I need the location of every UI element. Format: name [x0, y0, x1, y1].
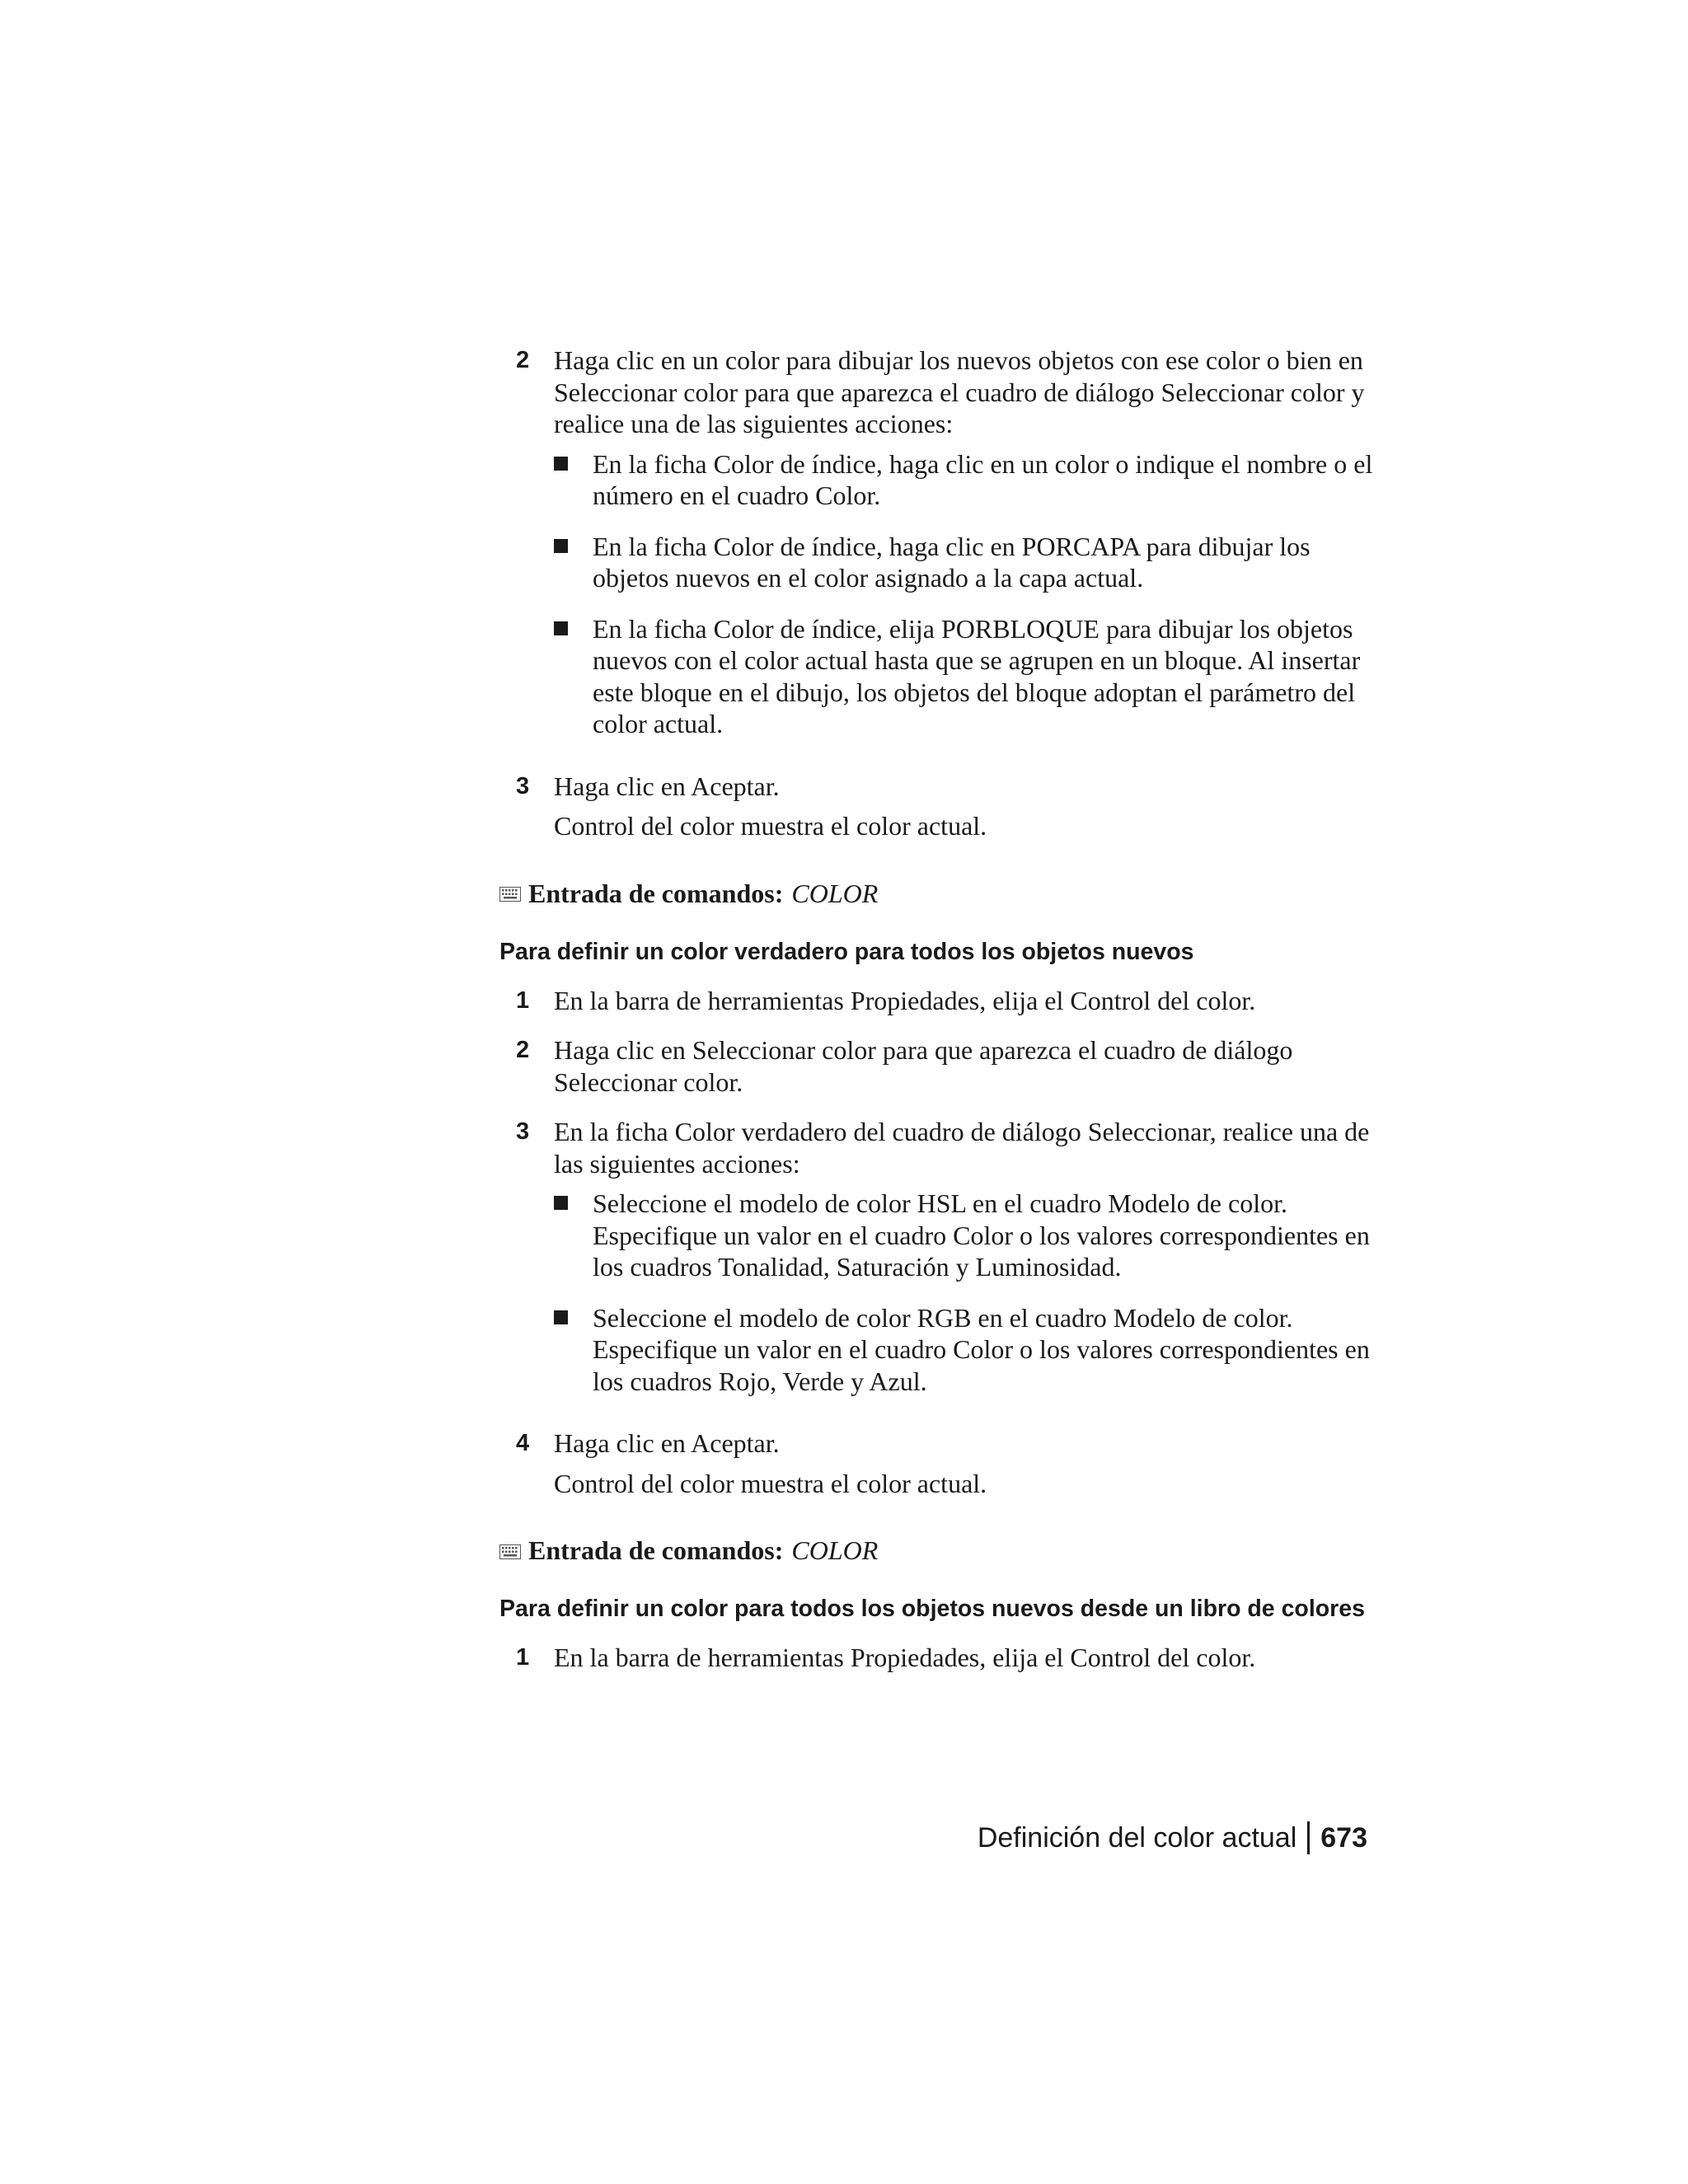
page-number: 673 [1320, 1821, 1367, 1854]
step-result: Control del color muestra el color actual. [554, 1468, 987, 1498]
command-value: COLOR [791, 1535, 879, 1565]
command-entry [499, 1535, 1390, 1566]
step-3 [499, 771, 1390, 842]
command-entry [499, 879, 1390, 909]
step-number: 4 [516, 1430, 530, 1456]
step-number: 2 [516, 1037, 530, 1063]
square-bullet-icon [554, 1196, 568, 1210]
bullet-text: En la ficha Color de índice, elija PORBLOQUE para dibujar los objetos nuevos con el color actual hasta que se agrupen en un bloque. Al insertar este bloque en el dibujo, los objetos del bloque adoptan el parámetro del color actual. [593, 613, 1361, 738]
step-number: 3 [516, 1118, 530, 1145]
square-bullet-icon [554, 457, 568, 471]
step-number: 3 [516, 772, 530, 799]
step-2 [499, 344, 1390, 740]
step-3 [499, 1116, 1390, 1397]
square-bullet-icon [554, 539, 568, 553]
bullet-item [554, 613, 1390, 740]
page-content [499, 344, 1390, 1674]
step-2 [499, 1034, 1390, 1098]
bullet-item [554, 448, 1390, 512]
bullet-item [554, 1188, 1390, 1283]
keyboard-icon [499, 1544, 521, 1559]
bullet-item [554, 531, 1390, 594]
step-text: En la barra de herramientas Propiedades, elija el Control del color. [554, 1643, 1256, 1672]
step-1 [499, 1642, 1390, 1674]
step-text: En la ficha Color verdadero del cuadro de diálogo Seleccionar, realice una de las siguientes acciones: [554, 1117, 1370, 1179]
command-label: Entrada de comandos: [528, 878, 784, 908]
bullet-text: Seleccione el modelo de color RGB en el cuadro Modelo de color. Especifique un valor en el cuadro Color o los valores correspondientes en los cuadros Rojo, Verde y Azul. [593, 1302, 1370, 1396]
keyboard-icon [499, 887, 521, 902]
step-1 [499, 985, 1390, 1017]
step-text: Haga clic en Aceptar. [554, 771, 780, 801]
step-4 [499, 1427, 1390, 1499]
page-footer [978, 1821, 1367, 1854]
procedure-heading: Para definir un color verdadero para todos los objetos nuevos [499, 938, 1194, 965]
step-number: 1 [516, 1644, 530, 1671]
step-number: 2 [516, 347, 530, 373]
procedure-heading: Para definir un color para todos los objetos nuevos desde un libro de colores [499, 1596, 1365, 1622]
footer-section-title: Definición del color actual [977, 1821, 1297, 1854]
bullet-text: En la ficha Color de índice, haga clic en PORCAPA para dibujar los objetos nuevos en el color asignado a la capa actual. [593, 531, 1311, 593]
bullet-item [554, 1302, 1390, 1398]
step-text: Haga clic en un color para dibujar los nuevos objetos con ese color o bien en Seleccionar color para que aparezca el cuadro de diálogo Seleccionar color y realice una de las siguientes acciones: [554, 345, 1365, 438]
command-value: COLOR [791, 878, 879, 908]
square-bullet-icon [554, 621, 568, 635]
step-result: Control del color muestra el color actual. [554, 811, 987, 841]
bullet-text: En la ficha Color de índice, haga clic en un color o indique el nombre o el número en el cuadro Color. [593, 448, 1373, 510]
footer-divider [1307, 1821, 1310, 1854]
square-bullet-icon [554, 1310, 568, 1324]
step-text: Haga clic en Seleccionar color para que aparezca el cuadro de diálogo Seleccionar color. [554, 1035, 1293, 1097]
step-number: 1 [516, 987, 530, 1014]
step-text: En la barra de herramientas Propiedades, elija el Control del color. [554, 985, 1256, 1015]
bullet-text: Seleccione el modelo de color HSL en el cuadro Modelo de color. Especifique un valor en el cuadro Color o los valores correspondientes en los cuadros Tonalidad, Saturación y Luminosidad. [593, 1188, 1370, 1282]
step-text: Haga clic en Aceptar. [554, 1428, 780, 1458]
command-label: Entrada de comandos: [528, 1535, 784, 1565]
